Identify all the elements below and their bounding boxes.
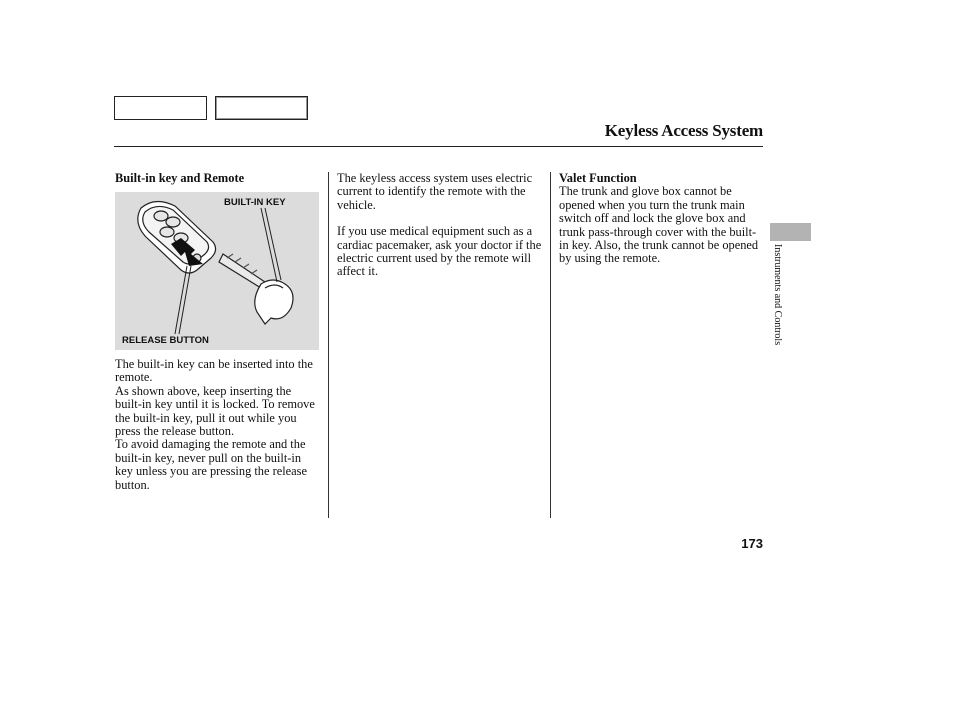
built-in-key-description [115, 358, 320, 492]
nav-box-previous[interactable] [114, 96, 207, 120]
page-number: 173 [741, 536, 763, 551]
section-title: Keyless Access System [604, 121, 763, 140]
built-in-key-icon [219, 254, 293, 324]
chapter-tab[interactable] [770, 223, 811, 241]
built-in-key-paragraph: The built-in key can be inserted into the remote. As shown above, keep inserting the built-in key until it is locked. To remove the built-in key, pull it out while you press the release button. To avoid damaging the remote and the built-in key, never pull on the built-in key unless you are pressing the release button. [115, 357, 315, 492]
nav-box-next[interactable] [215, 96, 308, 120]
built-in-key-label: BUILT-IN KEY [224, 197, 286, 208]
release-button-label: RELEASE BUTTON [122, 335, 209, 346]
built-in-key-heading: Built-in key and Remote [115, 171, 245, 185]
column-divider-2 [550, 172, 551, 518]
column-2 [337, 172, 544, 279]
medical-equipment-paragraph: If you use medical equipment such as a cardiac pacemaker, ask your doctor if the electric current used by the remote will affect it. [337, 224, 542, 279]
valet-function-paragraph: The trunk and glove box cannot be opened when you turn the trunk main switch off and lock the glove box and trunk pass-through cover with the built-in key. Also, the trunk cannot be opened by using the remote. [559, 184, 759, 266]
chapter-tab-label: Instruments and Controls [772, 244, 783, 346]
title-rule [114, 146, 763, 147]
key-remote-illustration [115, 192, 319, 350]
column-3 [559, 172, 759, 266]
key-leader-line [261, 208, 277, 282]
column-1 [115, 172, 320, 185]
valet-function-heading: Valet Function [559, 171, 637, 185]
remote-key-drawing [115, 192, 319, 350]
keyless-intro-paragraph: The keyless access system uses electric current to identify the remote with the vehicle. [337, 171, 533, 212]
remote-icon [138, 201, 216, 273]
column-divider-1 [328, 172, 329, 518]
